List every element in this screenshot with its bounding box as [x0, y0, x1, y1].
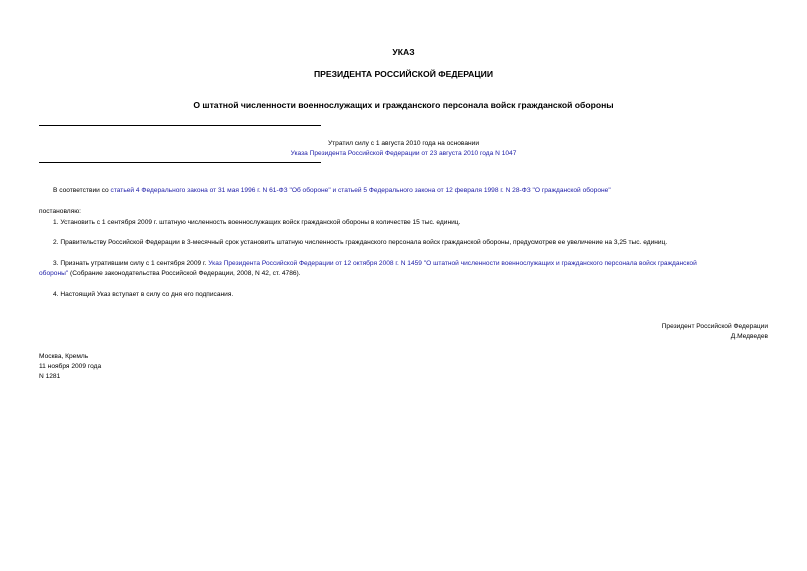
decree-word: постановляю: [39, 208, 82, 215]
signing-date: 11 ноября 2009 года [39, 363, 102, 370]
intro-paragraph [39, 186, 769, 196]
item-3-text: 3. Признать утратившим силу с 1 сентября 2009 г. [53, 260, 209, 267]
repealed-decree-link-cont[interactable]: обороны" [39, 270, 69, 277]
divider-bottom [39, 162, 321, 163]
item-3-line-1 [39, 259, 769, 269]
item-2: 2. Правительству Российской Федерации в 3-месячный срок установить штатную численность гражданского персонала войск гражданской обороны, предусмотрев ее увеличение на 3,25 тыс. единиц. [53, 239, 668, 246]
document-title: УКАЗ [392, 47, 415, 57]
repeal-notice-link[interactable]: Указа Президента Российской Федерации от 23 августа 2010 года N 1047 [290, 150, 517, 157]
intro-text: В соответствии со [53, 187, 111, 194]
repeal-notice: Утратил силу с 1 августа 2010 года на основании [327, 140, 480, 147]
item-4: 4. Настоящий Указ вступает в силу со дня его подписания. [53, 291, 234, 298]
divider-top [39, 125, 321, 126]
signature-name: Д.Медведев [730, 333, 768, 340]
signing-place: Москва, Кремль [39, 353, 89, 360]
item-3-line-2 [39, 269, 769, 279]
document-issuer: ПРЕЗИДЕНТА РОССИЙСКОЙ ФЕДЕРАЦИИ [313, 69, 494, 79]
item-1: 1. Установить с 1 сентября 2009 г. штатную численность военнослужащих войск гражданской обороны в количестве 15 тыс. единиц. [53, 219, 461, 226]
law-reference-link[interactable]: статьей 4 Федерального закона от 31 мая 1996 г. N 61-ФЗ "Об обороне" и статьей 5 Федерального закона от 12 февраля 1998 г. N 28-ФЗ "О гражданской обороне" [110, 187, 611, 194]
document-subject: О штатной численности военнослужащих и гражданского персонала войск гражданской обороны [193, 100, 614, 110]
item-3-source: (Собрание законодательства Российской Федерации, 2008, N 42, ст. 4786). [68, 270, 301, 277]
decree-number: N 1281 [39, 373, 61, 380]
repealed-decree-link[interactable]: Указ Президента Российской Федерации от 12 октября 2008 г. N 1459 "О штатной численности военнослужащих и гражданского персонала войск гражданской [208, 260, 697, 267]
signature-position: Президент Российской Федерации [661, 323, 768, 330]
